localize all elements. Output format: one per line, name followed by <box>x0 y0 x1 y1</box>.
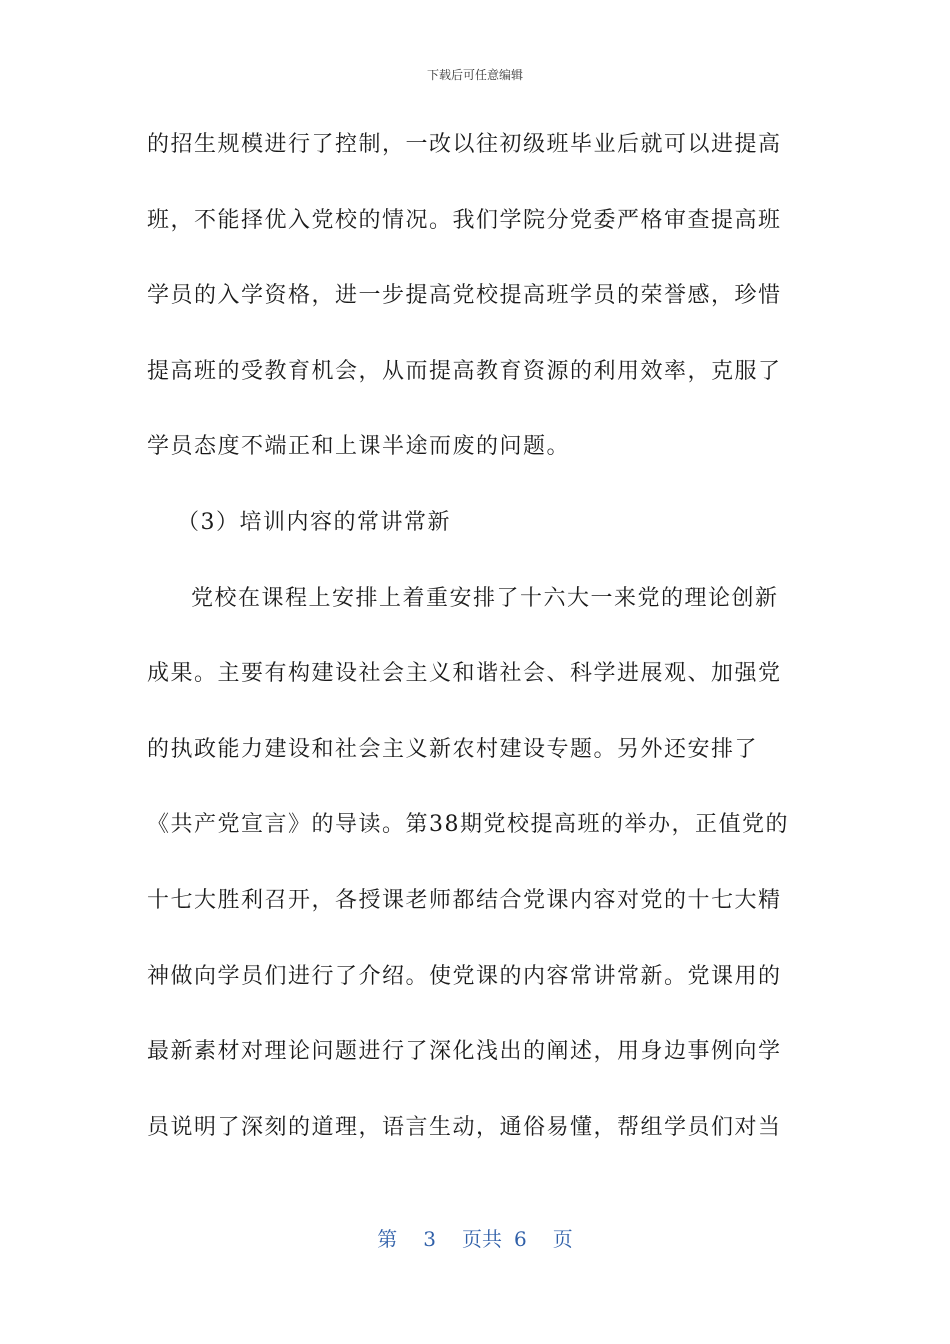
text-line: 员说明了深刻的道理，语言生动，通俗易懂，帮组学员们对当 <box>147 1114 782 1140</box>
footer-label-pre: 第 <box>377 1227 398 1251</box>
text-line: 《共产党宣言》的导读。第38期党校提高班的举办，正值党的 <box>147 812 789 838</box>
footer-label-post: 页 <box>552 1227 573 1251</box>
text-line: 学员的入学资格，进一步提高党校提高班学员的荣誉感，珍惜 <box>147 283 782 309</box>
text-line: 党校在课程上安排上着重安排了十六大一来党的理论创新 <box>191 585 779 611</box>
text-line: 成果。主要有构建设社会主义和谐社会、科学进展观、加强党 <box>147 661 782 687</box>
text-line: 十七大胜利召开，各授课老师都结合党课内容对党的十七大精 <box>147 887 782 913</box>
text-line: 提高班的受教育机会，从而提高教育资源的利用效率，克服了 <box>147 358 782 384</box>
footer-label-mid: 页共 <box>462 1227 502 1251</box>
text-line: 的招生规模进行了控制，一改以往初级班毕业后就可以进提高 <box>147 132 782 157</box>
footer-current-page: 3 <box>423 1227 436 1251</box>
text-line: 最新素材对理论问题进行了深化浅出的阐述，用身边事例向学 <box>147 1039 782 1065</box>
text-line: 班，不能择优入党校的情况。我们学院分党委严格审查提高班 <box>147 207 782 233</box>
document-body <box>147 123 807 1181</box>
page-footer <box>0 1226 950 1252</box>
text-line: 学员态度不端正和上课半途而废的问题。 <box>147 434 571 460</box>
footer-total-pages: 6 <box>514 1227 527 1251</box>
text-line: 神做向学员们进行了介绍。使党课的内容常讲常新。党课用的 <box>147 963 782 989</box>
text-line: 的执政能力建设和社会主义新农村建设专题。另外还安排了 <box>147 736 759 762</box>
section-heading: （3）培训内容的常讲常新 <box>177 509 451 535</box>
page-header-note: 下载后可任意编辑 <box>426 68 523 82</box>
